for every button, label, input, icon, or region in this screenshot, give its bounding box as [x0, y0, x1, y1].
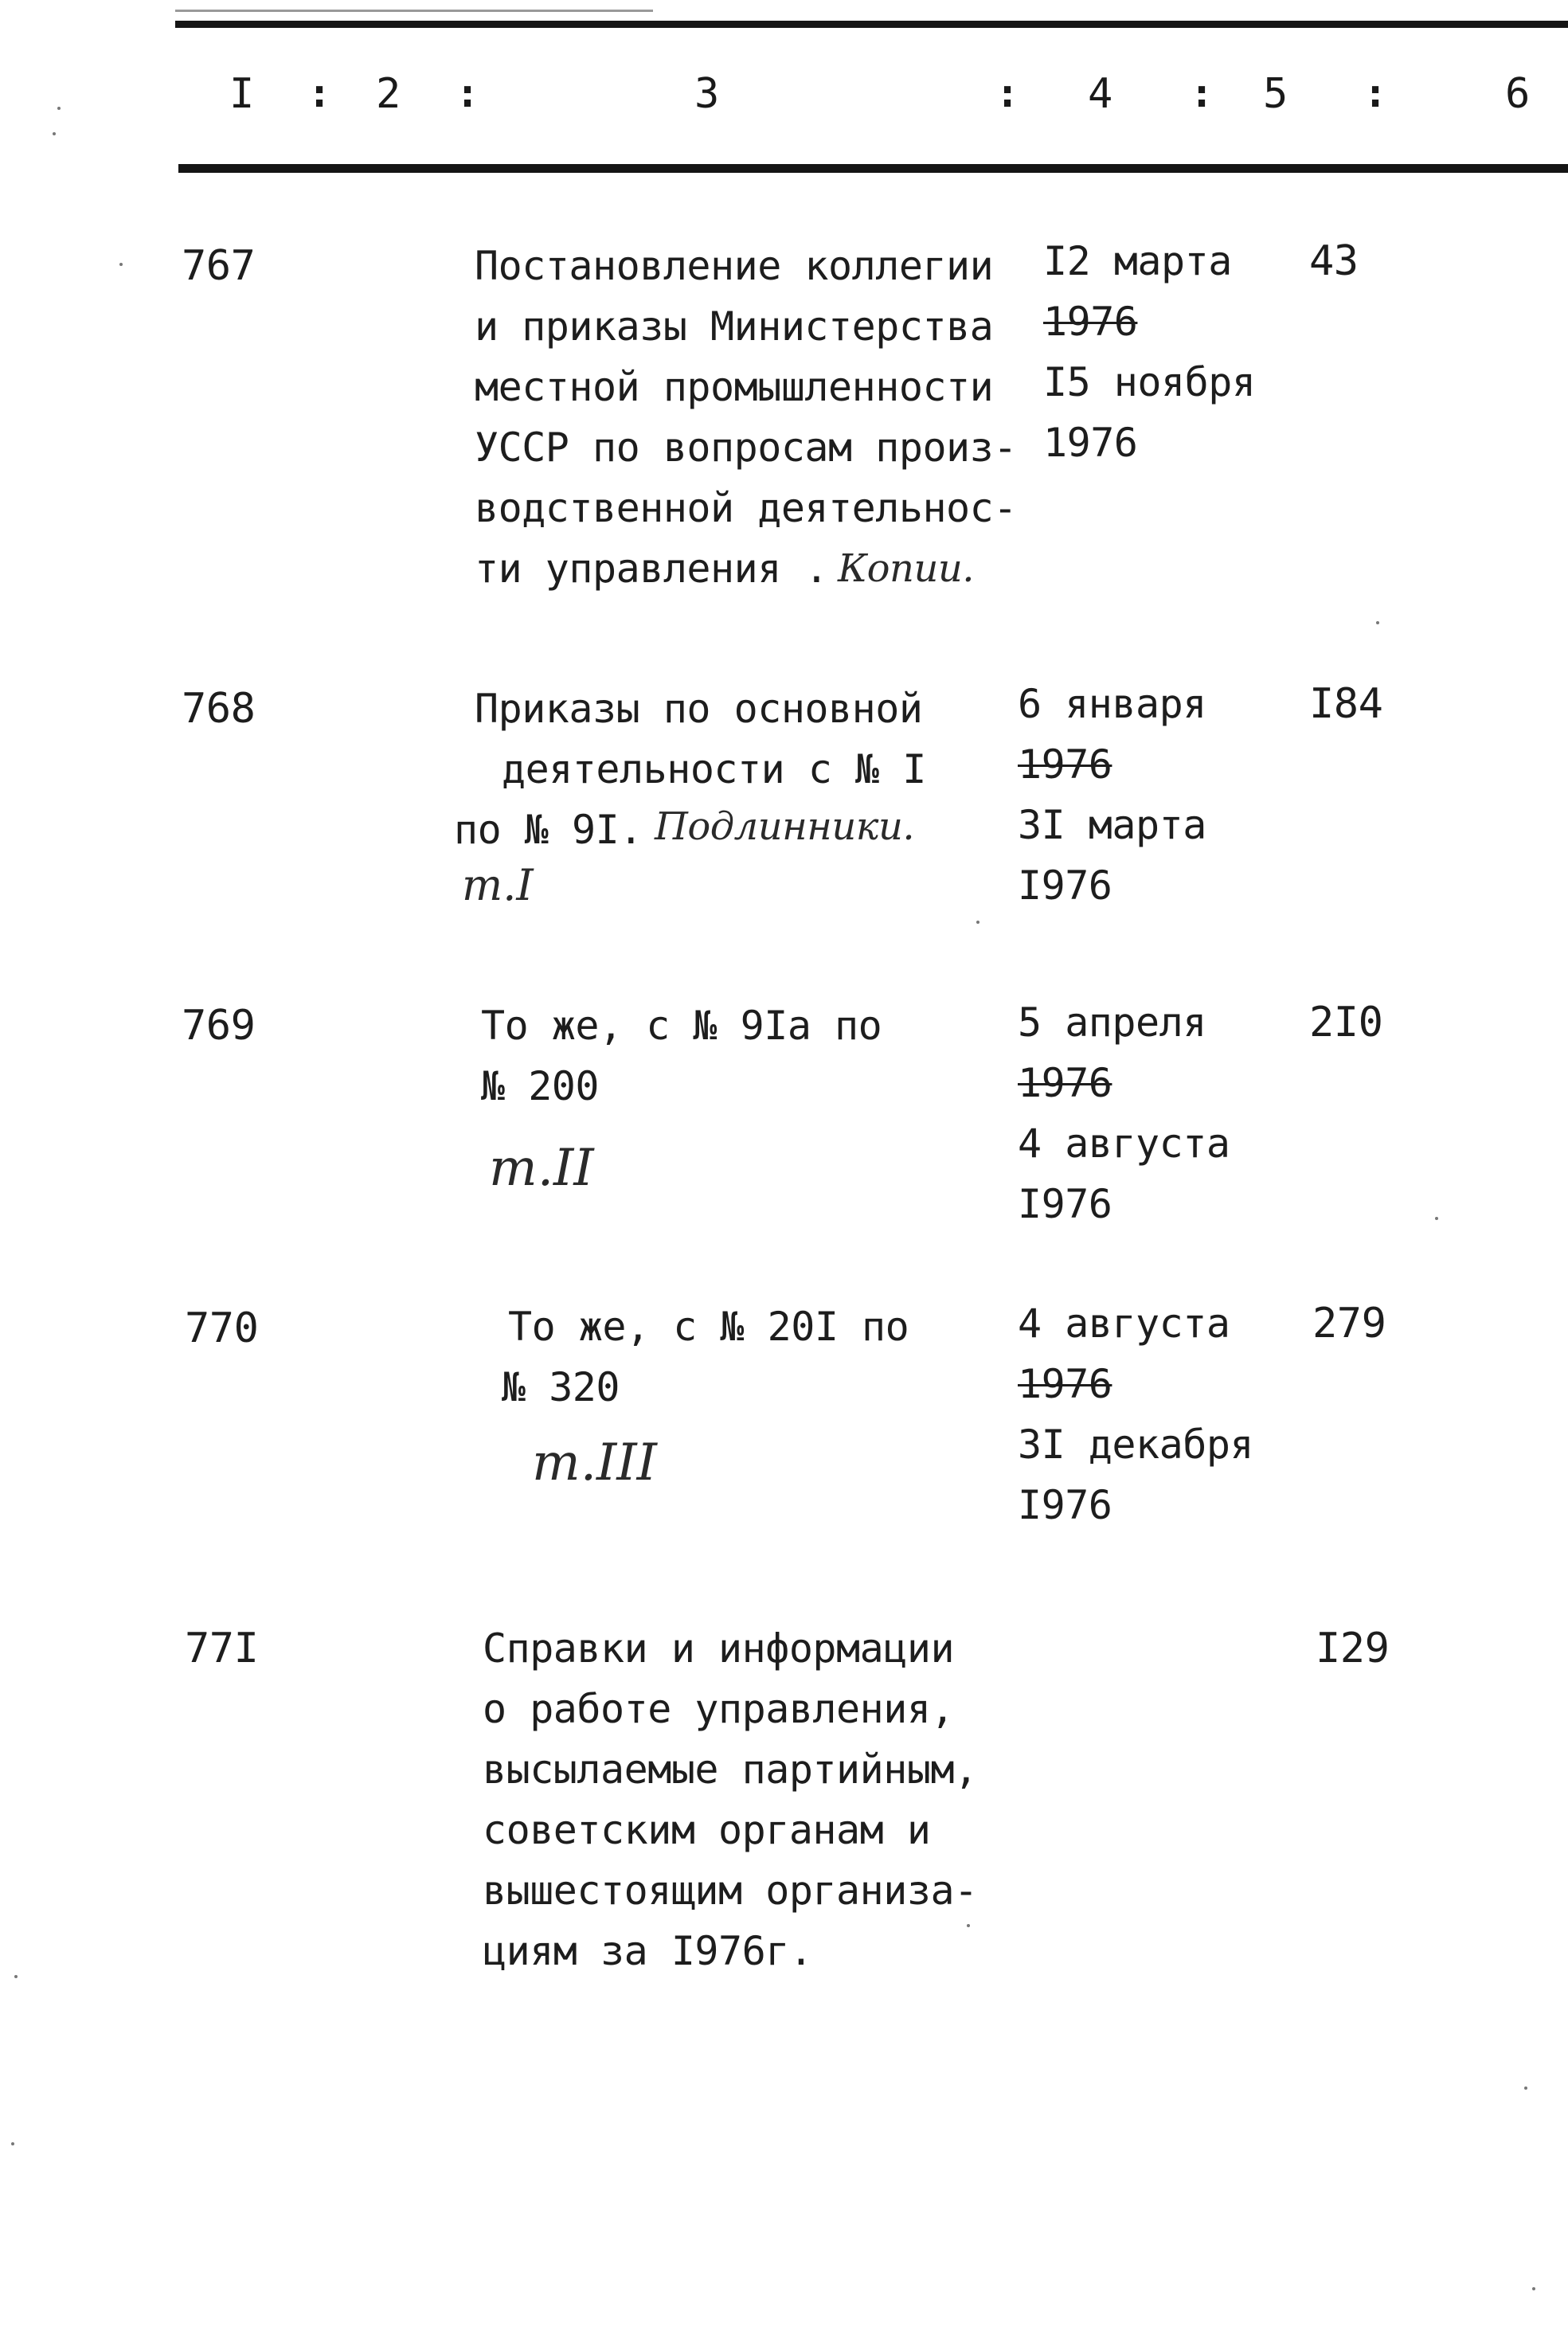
row-date-line: 1976 — [1043, 420, 1138, 466]
handwritten-volume-mark: т.II — [489, 1139, 594, 1198]
column-separator: : — [995, 70, 1020, 116]
row-date-line: 5 апреля — [1018, 999, 1206, 1046]
row-title-line: водственной деятельнос- — [475, 485, 1017, 531]
column-header-5: 5 — [1263, 70, 1288, 118]
row-title-line: местной промышленности — [475, 364, 994, 410]
row-title-line: и приказы Министерства — [475, 303, 994, 350]
column-header-2: 2 — [376, 70, 401, 118]
row-title-line: циям за I976г. — [483, 1928, 813, 1974]
row-title-line: № 200 — [481, 1063, 600, 1109]
row-date-line: I976 — [1018, 862, 1112, 909]
row-number: 769 — [182, 1002, 256, 1050]
row-date-line: I5 ноября — [1043, 359, 1256, 405]
column-header-4: 4 — [1088, 70, 1113, 118]
row-page-count: 279 — [1312, 1300, 1386, 1347]
header-bottom-rule — [178, 164, 1568, 173]
row-title-line: деятельности с № I — [502, 746, 926, 792]
scan-speck — [1524, 2086, 1527, 2090]
column-separator: : — [1363, 70, 1388, 116]
handwritten-annotation: Копии. — [838, 546, 975, 591]
row-date-line: 4 августа — [1018, 1300, 1230, 1347]
row-title-line: № 320 — [502, 1364, 620, 1410]
top-rule-thin — [175, 10, 653, 12]
column-separator: : — [1190, 70, 1214, 116]
row-title-line: УССР по вопросам произ- — [475, 424, 1017, 471]
column-separator: : — [307, 70, 332, 116]
handwritten-annotation: Подлинники. — [655, 804, 915, 849]
scan-speck — [976, 921, 980, 924]
scan-speck — [119, 263, 123, 266]
row-date-line-struck: 1976 — [1018, 741, 1112, 788]
row-date-line: I976 — [1018, 1482, 1112, 1528]
scan-speck — [1376, 621, 1379, 624]
row-number: 77I — [185, 1625, 259, 1672]
row-title-line: советским органам и — [483, 1807, 931, 1853]
row-title-line: о работе управления, — [483, 1686, 955, 1732]
scan-speck — [1532, 2287, 1535, 2290]
row-number: 767 — [182, 242, 256, 290]
column-header-3: 3 — [694, 70, 720, 118]
row-title-line: То же, с № 20I по — [508, 1304, 909, 1350]
handwritten-volume-mark: т.III — [532, 1433, 657, 1492]
row-page-count: I84 — [1309, 680, 1383, 728]
column-header-1: I — [229, 70, 255, 118]
row-page-count: 2I0 — [1309, 999, 1383, 1046]
row-date-line: 6 января — [1018, 681, 1206, 727]
row-date-line: I2 марта — [1043, 238, 1232, 284]
row-title-line: по № 9I. — [454, 807, 643, 853]
column-header-6: 6 — [1505, 70, 1531, 118]
row-date-line: I976 — [1018, 1181, 1112, 1227]
row-date-line: 3I декабря — [1018, 1422, 1254, 1468]
row-date-line-struck: 1976 — [1018, 1361, 1112, 1407]
row-title-line: То же, с № 9Iа по — [481, 1003, 882, 1049]
row-page-count: I29 — [1316, 1625, 1390, 1672]
row-title-line: Справки и информации — [483, 1625, 955, 1672]
scan-speck — [1435, 1217, 1438, 1220]
row-date-line-struck: 1976 — [1018, 1060, 1112, 1106]
row-title-line: ти управления . — [475, 546, 829, 592]
row-number: 770 — [185, 1304, 259, 1352]
row-date-line: 3I марта — [1018, 802, 1206, 848]
scan-speck — [53, 132, 56, 135]
row-number: 768 — [182, 685, 256, 733]
row-page-count: 43 — [1309, 237, 1359, 285]
scan-speck — [967, 1924, 970, 1927]
row-title-line: высылаемые партийным, — [483, 1746, 978, 1793]
row-title-line: Постановление коллегии — [475, 243, 994, 289]
row-title-line: Приказы по основной — [475, 686, 923, 732]
scan-speck — [11, 2142, 14, 2145]
scan-speck — [14, 1975, 18, 1978]
column-separator: : — [456, 70, 480, 116]
row-title-line: вышестоящим организа- — [483, 1867, 978, 1914]
handwritten-volume-mark: т.I — [462, 860, 534, 910]
row-date-line-struck: 1976 — [1043, 299, 1138, 345]
row-date-line: 4 августа — [1018, 1120, 1230, 1167]
scan-speck — [57, 107, 61, 110]
top-rule — [175, 21, 1568, 28]
